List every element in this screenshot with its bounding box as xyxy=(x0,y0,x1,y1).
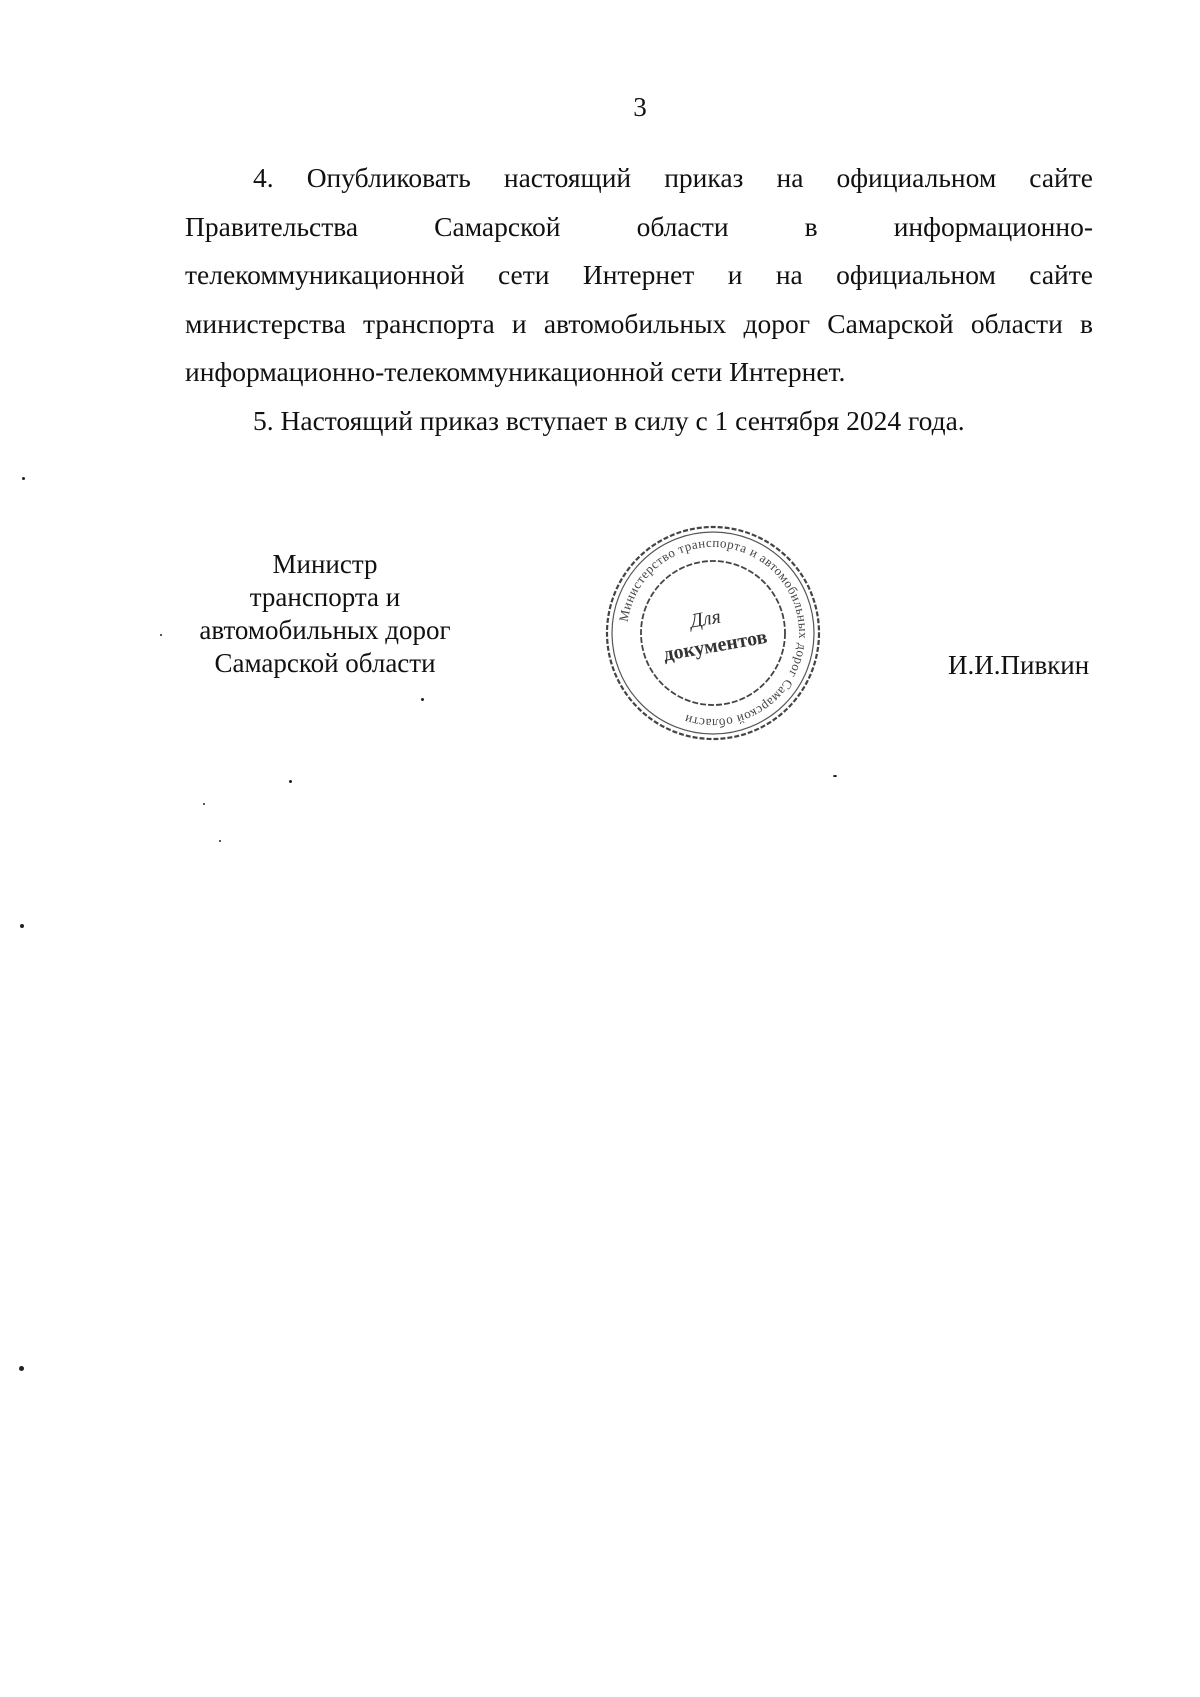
seal-outer-text: Министерство транспорта и автомобильных дорог Самарской области xyxy=(615,534,812,732)
scan-speck xyxy=(20,924,24,928)
scan-speck xyxy=(160,634,162,636)
seal-outer-ring-2 xyxy=(612,532,814,734)
position-line: транспорта и xyxy=(249,582,401,612)
scan-speck xyxy=(421,698,424,701)
official-seal xyxy=(602,522,824,744)
signatory-position xyxy=(180,548,470,680)
scan-speck xyxy=(219,840,221,842)
signer-name: И.И.Пивкин xyxy=(948,650,1090,680)
paragraph-publication: 4. Опубликовать настоящий приказ на официальном сайте Правительства Самарской области в информационно-телекоммуникационной сети Интернет и на официальном сайте министерства транспорта и автомобильных дорог Самарской области в информационно-телекоммуникационной сети Интернет. xyxy=(185,162,1093,387)
position-line: автомобильных дорог xyxy=(199,615,451,645)
seal-center-text-2: документов xyxy=(661,625,769,666)
page-number: 3 xyxy=(633,92,647,122)
scan-speck xyxy=(22,477,25,480)
scan-speck xyxy=(289,780,292,783)
seal-center-text-1: Для xyxy=(688,605,723,633)
scan-speck xyxy=(833,775,837,777)
document-body xyxy=(185,154,1093,445)
scan-speck xyxy=(19,1366,24,1371)
paragraph-effective-date: 5. Настоящий приказ вступает в силу с 1 сентября 2024 года. xyxy=(253,404,965,436)
position-line: Министр xyxy=(272,549,378,579)
position-line: Самарской области xyxy=(214,648,436,678)
scan-speck xyxy=(203,803,205,805)
seal-outer-ring xyxy=(607,527,819,739)
